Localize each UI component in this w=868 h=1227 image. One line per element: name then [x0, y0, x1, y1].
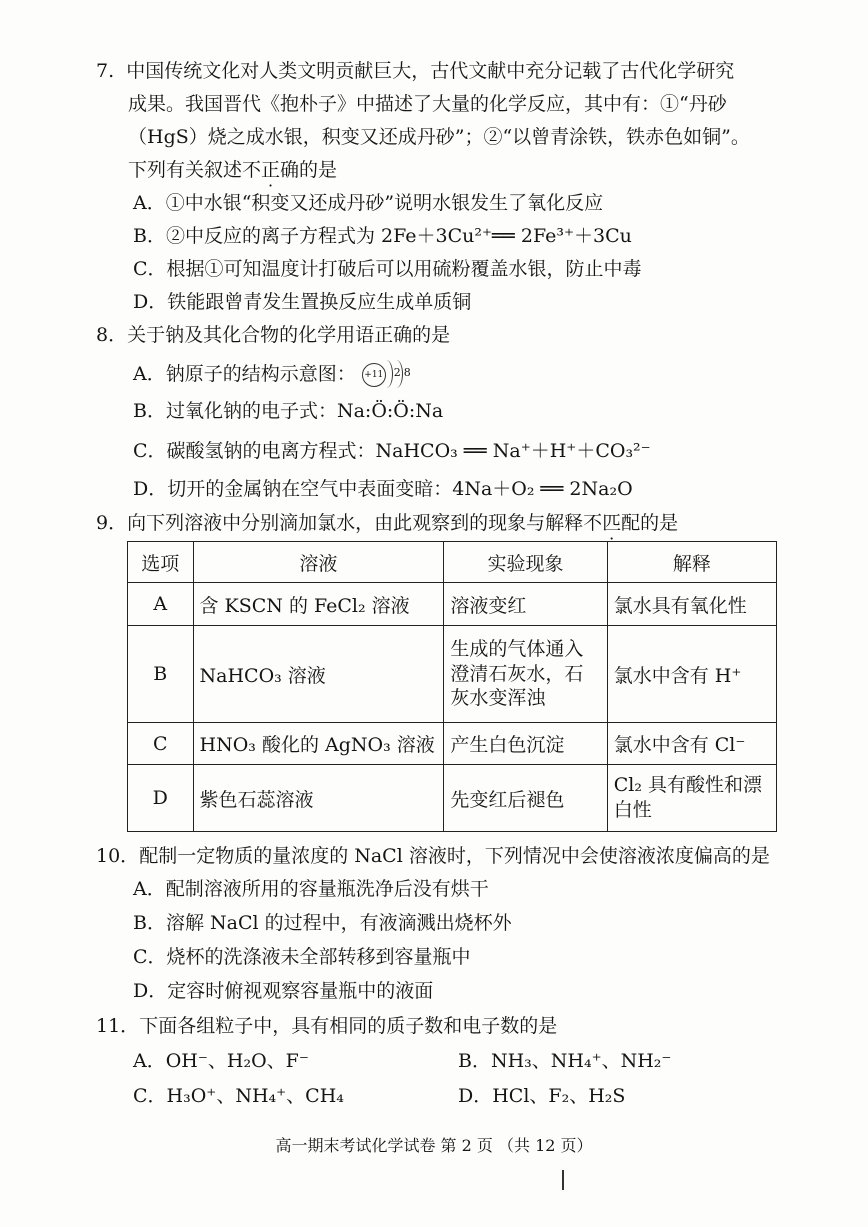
q9-table — [127, 541, 777, 832]
q11-stem: 下面各组粒子中，具有相同的质子数和电子数的是 — [139, 1015, 558, 1037]
table-row — [128, 583, 777, 626]
table-row — [128, 626, 777, 723]
q10-number: 10． — [96, 845, 140, 867]
row-c-option: C — [128, 723, 194, 765]
row-d-solution: 紫色石蕊溶液 — [193, 765, 444, 832]
q11-option-d: D．HCl、F₂、H₂S — [458, 1085, 626, 1107]
atom-nucleus: +11 — [362, 363, 386, 387]
q9-stem-post: 的是 — [640, 512, 679, 534]
sodium-atom-diagram — [362, 360, 422, 390]
q8-option-a — [133, 360, 422, 390]
q7-option-d: D．铁能跟曾青发生置换反应生成单质铜 — [133, 291, 472, 313]
header-phenomenon: 实验现象 — [444, 542, 607, 583]
q7-option-a: A．①中水银“积变又还成丹砂”说明水银发生了氧化反应 — [133, 192, 604, 214]
shell-1-count: 2 — [393, 366, 401, 379]
q7-stem-1: 中国传统文化对人类文明贡献巨大，古代文献中充分记载了古代化学研究 — [126, 60, 735, 82]
q9-table-header — [128, 542, 777, 583]
q11-option-b: B．NH₃、NH₄⁺、NH₂⁻ — [458, 1050, 672, 1072]
header-option: 选项 — [128, 542, 194, 583]
row-d-explanation: Cl₂ 具有酸性和漂白性 — [607, 765, 776, 832]
q8-option-c: C．碳酸氢钠的电离方程式：NaHCO₃ ══ Na⁺＋H⁺＋CO₃²⁻ — [133, 440, 651, 462]
q8-option-a-label: A．钠原子的结构示意图： — [133, 363, 356, 385]
shell-2-count: 8 — [403, 366, 411, 379]
row-a-phenomenon: 溶液变红 — [444, 583, 607, 626]
row-d-phenomenon: 先变红后褪色 — [444, 765, 607, 832]
q11-number: 11． — [96, 1015, 140, 1037]
q7-line-1 — [96, 60, 734, 83]
row-b-option: B — [128, 626, 194, 723]
q7-prompt — [128, 159, 337, 182]
q7-prompt-pre: 下列有关叙述 — [128, 159, 243, 181]
row-d-option: D — [128, 765, 194, 832]
row-b-solution: NaHCO₃ 溶液 — [193, 626, 444, 723]
q8-stem-line — [96, 324, 450, 347]
q9-number: 9． — [96, 512, 128, 534]
q7-number: 7. — [96, 60, 115, 82]
table-row — [128, 765, 777, 832]
q10-option-b: B．溶解 NaCl 的过程中，有液滴溅出烧杯外 — [133, 912, 512, 934]
row-b-phenomenon: 生成的气体通入澄清石灰水，石灰水变浑浊 — [444, 626, 607, 723]
header-explanation: 解释 — [607, 542, 776, 583]
row-c-explanation: 氯水中含有 Cl⁻ — [607, 723, 776, 765]
row-b-explanation: 氯水中含有 H⁺ — [607, 626, 776, 723]
q7-stem-2: 成果。我国晋代《抱朴子》中描述了大量的化学反应，其中有：①“丹砂 — [128, 93, 727, 115]
q8-option-b: B．过氧化钠的电子式：Na:Ö:Ö:Na — [133, 400, 444, 422]
q8-option-d: D．切开的金属钠在空气中表面变暗：4Na＋O₂ ══ 2Na₂O — [133, 478, 633, 500]
row-a-explanation: 氯水具有氧化性 — [607, 583, 776, 626]
row-c-solution: HNO₃ 酸化的 AgNO₃ 溶液 — [193, 723, 444, 765]
q10-option-a: A．配制溶液所用的容量瓶洗净后没有烘干 — [133, 878, 489, 900]
row-a-option: A — [128, 583, 194, 626]
q9-stem-pre: 向下列溶液中分别滴加氯水，由此观察到的现象与解释 — [127, 512, 584, 534]
q8-stem: 关于钠及其化合物的化学用语正确的是 — [127, 324, 451, 346]
electron-shell-arc — [390, 360, 403, 388]
header-solution: 溶液 — [193, 542, 444, 583]
q7-stem-3: （HgS）烧之成水银，积变又还成丹砂”；②“以曾青涂铁，铁赤色如铜”。 — [128, 126, 750, 148]
q7-prompt-post: 的是 — [299, 159, 338, 181]
table-row — [128, 723, 777, 765]
q10-stem-line — [96, 845, 770, 868]
q7-option-b: B．②中反应的离子方程式为 2Fe＋3Cu²⁺══ 2Fe³⁺＋3Cu — [133, 225, 632, 247]
q11-stem-line — [96, 1015, 557, 1038]
q9-stem-emphasis: 不匹配 — [583, 512, 641, 534]
q10-stem: 配制一定物质的量浓度的 NaCl 溶液时，下列情况中会使溶液浓度偏高的是 — [139, 845, 770, 867]
margin-mark — [562, 1170, 564, 1190]
q9-stem-line — [96, 512, 678, 535]
q7-prompt-emphasis: 不正确 — [242, 159, 300, 181]
q11-option-c: C．H₃O⁺、NH₄⁺、CH₄ — [133, 1085, 344, 1107]
q10-option-d: D．定容时俯视观察容量瓶中的液面 — [133, 980, 434, 1002]
page-footer: 高一期末考试化学试卷 第 2 页 （共 12 页） — [275, 1136, 593, 1155]
q7-option-c: C．根据①可知温度计打破后可以用硫粉覆盖水银，防止中毒 — [133, 258, 642, 280]
q11-option-a: A．OH⁻、H₂O、F⁻ — [133, 1050, 309, 1072]
q8-number: 8． — [96, 324, 128, 346]
row-a-solution: 含 KSCN 的 FeCl₂ 溶液 — [193, 583, 444, 626]
q10-option-c: C．烧杯的洗涤液未全部转移到容量瓶中 — [133, 946, 471, 968]
row-c-phenomenon: 产生白色沉淀 — [444, 723, 607, 765]
